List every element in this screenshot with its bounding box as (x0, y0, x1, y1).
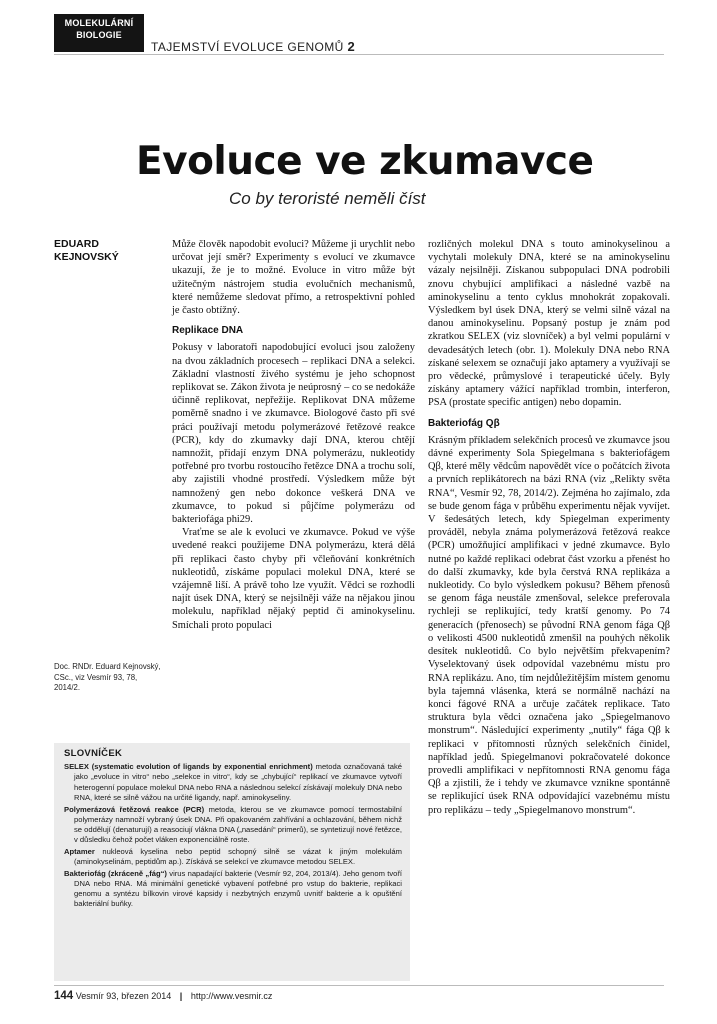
body-paragraph: rozličných molekul DNA s touto aminokyselinou a vychytali molekuly DNA, které se na aminokyselinu vázaly nejsilněji. Získanou subpopulaci DNA podrobili znovu chybující amplifikaci a následné vazbě na aminokyselinu a tento cyklus mnohokrát zopakovali. Výsledkem byl úsek DNA, který se velmi silně vázal na danou aminokyselinu. Popsaný postup je znám pod zkratkou SELEX (viz slovníček) a byl velmi populární v devadesátých letech (obr. 1). Molekuly DNA nebo RNA získané selexem se označují jako aptamery a využívají se pro vědecké, průmyslové i terapeutické účely. Byly získány aptamery vážící například trombin, interferon, PSA (prostate specific antigen) nebo dopamin. (428, 239, 670, 409)
glossary-term: Polymerázová řetězová reakce (PCR) (64, 804, 205, 814)
glossary-title: SLOVNÍČEK (64, 748, 123, 759)
section-heading-bacteriophage: Bakteriofág Qβ (428, 417, 500, 429)
body-paragraph: Krásným příkladem selekčních procesů ve zkumavce jsou dávné experimenty Sola Spiegelmana s bakteriofágem Qβ, které měly vědcům napovědět více o počátcích života a prvních replikátorech na bázi RNA (viz „Relikty světa RNA“, Vesmír 92, 78, 2014/2). Zejména ho zajímalo, zda se bude genom fága v průběhu experimentu nějak vyvíjet. V šedesátých letech, kdy Spiegelman experimenty prováděl, nebyla známa polymerázová řetězová reakce (PCR) umožňující amplifikaci v jedné zkumavce. Bylo nutné po každé replikaci odebrat část vzorku a přenést ho do další zkumavky, kde byla čerstvá RNA replikáza a nukleotidy. Co bylo výsledkem pokusu? Během přenosů se genom fága neustále zmenšoval, selekce preferovala rychleji se replikující, tedy kratší genomy. Po 74 generacích (přenosech) se původní RNA genom fága Qβ o velikosti 4500 nukleotidů zmenšil na pouhých několik desítek nukleotidů. Co bylo největším překvapením? Vyselektovaný úsek odpovídal vazebnému místu pro RNA replikázu. Ano, tím nejdůležitějším místem genomu byla tajemná vlásenka, která se normálně nachází na konci fágové RNA a určuje začátek replikace. Tato struktura byla vědci označena jako „Spiegelmanovo monstrum“. Následující experimenty „nutily“ fága Qβ k replikaci v přítomnosti různých selekčních činidel, například jedů. Spiegelmanovi pokračovatelé dokonce provedli amplifikaci v nepřítomnosti RNA genomu fága Qβ a zjistili, že i tehdy ve zkumavce vznikne spontánně se replikující úsek RNA odpovídající vazebnému místu pro replikázu – tedy „Spiegelmanovo monstrum“. (428, 434, 670, 816)
page-number: 144 (54, 990, 74, 1002)
section-heading-replication: Replikace DNA (172, 325, 244, 337)
glossary-entry (64, 847, 402, 867)
glossary-term: Aptamer (64, 846, 95, 856)
article-title: Evoluce ve zkumavce (136, 139, 594, 184)
glossary-definition: metoda, kterou se ve zkumavce pomocí termostabilní polymerázy namnoží vybraný úsek DNA. Při opakovaném zahřívání a ochlazování, během nichž se oddělují (denaturují) a reasociují vlákna DNA („nasedání“ primerů), se syntetizují nové řetězce, v důsledku čehož počet vláken exponenciálně roste. (74, 804, 402, 845)
series-number: 2 (347, 39, 356, 54)
series-title (151, 39, 355, 54)
glossary-entry (64, 805, 402, 846)
author-byline (54, 238, 119, 264)
body-paragraph: Pokusy v laboratoři napodobující evoluci jsou založeny na dvou základních procesech – replikaci DNA a selekci. Základní vlastností živého systému je jeho schopnost replikovat se. Zákon života je neúprosný – co se nedokáže účinně replikovat, nepřežije. Replikovat DNA můžeme poměrně snadno i ve zkumavce. Biologové často při své práci používají metodu polymerázové řetězové reakce (PCR), kdy do zkumavky dají DNA, kterou chtějí namnožit, přidají enzym DNA polymerázu, nukleotidy potřebné pro tvorbu rostoucího řetězce DNA a trochu solí, aby zajistili vhodné prostředí. Výsledkem může být namnožený gen nebo dokonce veškerá DNA ve zkumavce, to pokud si půjčíme polymerázu od bakteriofága phi29. (172, 342, 415, 526)
author-last-name: KEJNOVSKÝ (54, 251, 119, 263)
text-column-2 (428, 238, 670, 817)
intro-paragraph: Může člověk napodobit evoluci? Můžeme ji urychlit nebo určovat její směr? Experimenty s evolucí ve zkumavce ukazují, že je to možné. Evoluce in vitro může být užitečným nástrojem studia evolučních mechanismů, které nemůžeme sledovat přímo, a retrospektivní pohled je často obtížný. (172, 239, 415, 317)
rubric-line-1: MOLEKULÁRNÍ (64, 18, 134, 28)
glossary-term: SELEX (systematic evolution of ligands by exponential enrichment) (64, 762, 313, 772)
glossary-box (54, 743, 410, 981)
glossary-entry (64, 762, 402, 803)
glossary-term: Bakteriofág (zkráceně „fág“) (64, 868, 167, 878)
text-column-1 (172, 238, 415, 632)
series-label: TAJEMSTVÍ EVOLUCE GENOMŮ (151, 40, 344, 54)
section-rubric (54, 14, 144, 52)
rubric-line-2: BIOLOGIE (76, 30, 122, 40)
issue-info: Vesmír 93, březen 2014 (75, 991, 172, 1001)
glossary-definition: virus napadající bakterie (Vesmír 92, 204, 2013/4). Jeho genom tvoří DNA nebo RNA. Má minimální genetické vybavení potřebné pro vstup do bakterie, replikaci genomu a syntézu bílkovin virové kapsidy i nezbytných enzymů uvnitř bakterie a k opuštění bakteriální buňky. (74, 868, 402, 909)
article-subtitle: Co by teroristé neměli číst (229, 189, 426, 208)
website-link[interactable]: http://www.vesmir.cz (190, 991, 273, 1001)
header-divider (54, 54, 664, 55)
glossary-definition: metoda označovaná také jako „evoluce in vitro“ nebo „selekce in vitro“, kdy se „chybující“ replikací ve zkumavce vytvoří heterogenní populace molekul DNA nebo RNA a následnou selekcí získávají molekuly DNA nebo RNA, které se silně vážou na určité ligandy, např. aminokyseliny. (74, 762, 402, 802)
glossary-definition: nukleová kyselina nebo peptid schopný silně se vázat k jiným molekulám (aminokyselinám, peptidům ap.). Získává se selekcí ve zkumavce metodou SELEX. (74, 846, 402, 867)
footer-divider (54, 985, 664, 986)
body-paragraph: Vraťme se ale k evoluci ve zkumavce. Pokud ve výše uvedené reakci použijeme DNA polymerázu, která dělá při replikaci často chyby při včleňování konkrétních nukleotidů, získáme populaci molekul DNA, které se vzájemně liší. A právě toho lze využít. Vědci se rozhodli najít úsek DNA, který se nejsilněji váže na nějakou jinou molekulu, například nějaký peptid či aminokyselinu. Smíchali proto populaci (172, 527, 415, 631)
author-first-name: EDUARD (54, 238, 99, 250)
author-note: Doc. RNDr. Eduard Kejnovský, CSc., viz Vesmír 93, 78, 2014/2. (54, 662, 161, 692)
page-footer (54, 990, 272, 1002)
glossary-entry (64, 869, 402, 910)
footer-separator: | (179, 991, 183, 1001)
